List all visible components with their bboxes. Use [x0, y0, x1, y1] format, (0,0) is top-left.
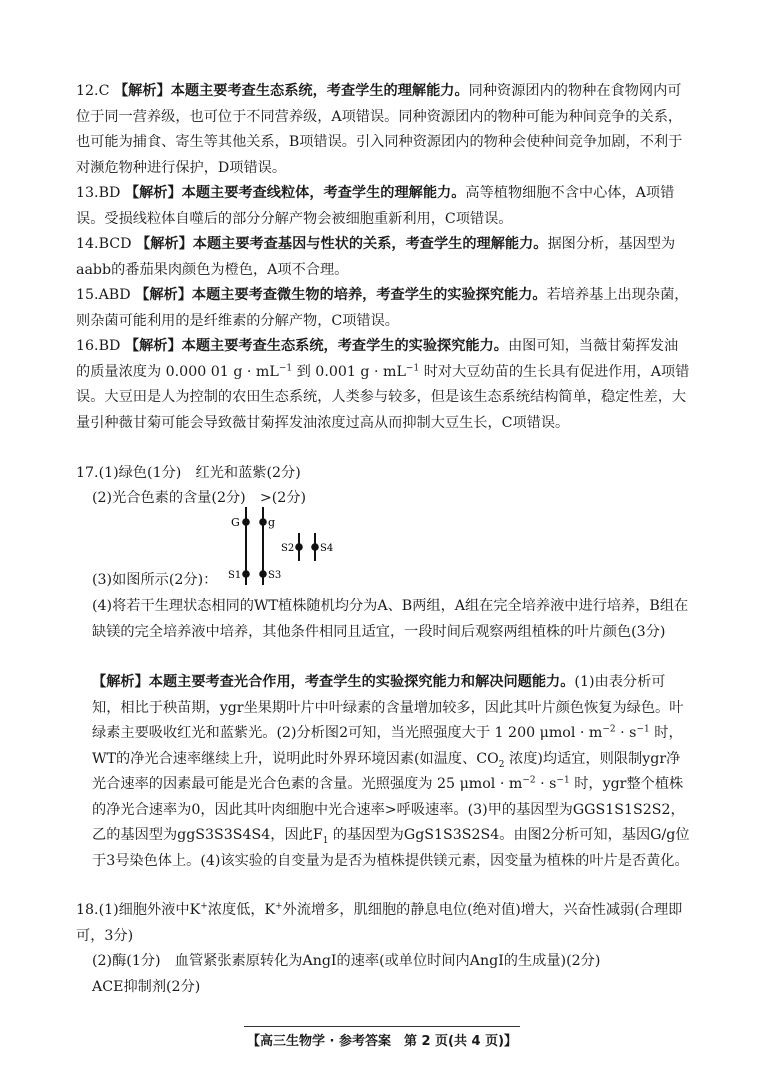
q14-tag: 【解析】 [136, 236, 193, 252]
q17-lead: 本题主要考查光合作用，考查学生的实验探究能力和解决问题能力。 [148, 674, 575, 690]
q12-body: 同种资源团内的物种在食物网内可位于同一营养级，也可位于不同营养级，A项错误。同种资源团内的物种可能为种间竞争的关系，也可能为捕食、寄生等其他关系，B项错误。引入同种资源团内的物种会使种间竞争加剧，不利于对濒危物种进行保护，D项错误。 [76, 83, 683, 176]
q17-part1: (1)绿色(1分) 红光和蓝紫(2分) [98, 465, 301, 481]
q18-line1 [76, 898, 690, 949]
footer-rule [244, 1026, 520, 1027]
page-footer: 【高三生物学 · 参考答案 第 2 页(共 4 页)】 [246, 1034, 518, 1049]
q12-lead: 本题主要考查生态系统，考查学生的理解能力。 [170, 83, 469, 99]
q14-number: 14.BCD [76, 236, 132, 252]
q16-number: 16.BD [76, 338, 121, 354]
label-S3: S3 [268, 570, 282, 581]
q17-number: 17. [76, 465, 99, 481]
q17-exp-d: 浓度)均适宜，则限制ygr净光合速率的因素最可能是光合色素的含量。光照强度为 25 μmol · m [92, 750, 681, 792]
q12-tag: 【解析】 [113, 83, 171, 99]
q17-sub-1: 1 [322, 835, 329, 846]
label-S1: S1 [228, 570, 242, 581]
q17-line4 [92, 594, 690, 645]
q17-sup-m2b: −2 [522, 775, 536, 786]
q18-plus-2: + [275, 901, 283, 912]
q16-body-c: 时对大豆幼苗的生长具有促进作用，A项错误。大豆田是人为控制的农田生态系统，人类参与较多，但是该生态系统结构简单，稳定性差，大量引种薇甘菊可能会导致薇甘菊挥发油浓度过高从而抑制大豆生长，C项错误。 [76, 363, 690, 431]
locus-S4-dot [311, 543, 319, 551]
q15-number: 15.ABD [76, 287, 131, 303]
q18-plus-1: + [200, 901, 208, 912]
q16-exp-2: −1 [405, 362, 420, 373]
q17-sub-2: 2 [498, 759, 505, 770]
q17-line1 [76, 461, 690, 487]
q17-part2: (2)光合色素的含量(2分) >(2分) [92, 490, 307, 506]
q18-line3 [92, 975, 690, 1001]
q17-part3: (3)如图所示(2分)： [92, 572, 218, 588]
q14-body: 据图分析，基因型为aabb的番茄果肉颜色为橙色，A项不合理。 [76, 236, 676, 278]
label-S4: S4 [320, 543, 334, 554]
q14-lead: 本题主要考查基因与性状的关系，考查学生的理解能力。 [192, 236, 548, 252]
q17-exp-a: (1)由表分析可知，相比于秧苗期，ygr坐果期叶片中叶绿素的含量增加较多，因此其叶片颜色恢复为绿色。叶绿素主要吸收红光和蓝紫光。(2)分析图2可知，当光照强度大于 1 200 μmol · m [92, 674, 684, 741]
q15-lead: 本题主要考查微生物的培养，考查学生的实验探究能力。 [191, 287, 547, 303]
q17-sup-s1b: −1 [556, 775, 570, 786]
q18-number: 18. [76, 902, 99, 918]
locus-g-dot [259, 518, 267, 526]
q16-body-b: 到 0.001 g · mL [292, 363, 406, 380]
q18-line2 [92, 949, 690, 975]
locus-S2-dot [295, 543, 303, 551]
q17-exp-f: 时，ygr整个植株的净光合速率为0，因此其叶肉细胞中光合速率>呼吸速率。(3)甲的基因型为GGS1S1S2S2，乙的基因型为ggS3S3S4S4，因此F [92, 776, 685, 843]
q18-part2: (2)酶(1分) 血管紧张素原转化为AngⅠ的速率(或单位时间内AngⅠ的生成量)(2分) [92, 953, 601, 969]
q18-part1b: 浓度低，K [207, 902, 276, 918]
q13-answer [76, 181, 690, 232]
label-g: g [268, 516, 276, 529]
q16-exp-1: −1 [278, 362, 293, 373]
q14-answer [76, 232, 690, 283]
q13-number: 13.BD [76, 185, 121, 201]
q15-body: 若培养基上出现杂菌，则杂菌可能利用的是纤维素的分解产物，C项错误。 [76, 287, 689, 329]
q17-line2 [92, 486, 690, 512]
q16-body-a: 由图可知，当薇甘菊挥发油的质量浓度为 0.000 01 g · mL [76, 338, 679, 380]
q18-part1c: 外流增多，肌细胞的静息电位(绝对值)增大，兴奋性减弱(合理即可，3分) [76, 902, 683, 944]
q17-exp-e: · s [535, 776, 557, 792]
q18-part3: ACE抑制剂(2分) [92, 979, 201, 995]
q13-tag: 【解析】 [124, 185, 182, 201]
q15-tag: 【解析】 [135, 287, 192, 303]
q17-exp-b: · s [615, 725, 637, 741]
q17-part4: (4)将若干生理状态相同的WT植株随机均分为A、B两组，A组在完全培养液中进行培养，B组在缺镁的完全培养液中培养，其他条件相同且适宜，一段时间后观察两组植株的叶片颜色(3分) [92, 598, 689, 640]
q12-number: 12.C [76, 83, 110, 99]
q17-sup-s1a: −1 [636, 724, 650, 735]
q13-lead: 本题主要考查线粒体，考查学生的理解能力。 [181, 185, 466, 201]
q17-sup-m2a: −2 [602, 724, 616, 735]
label-G: G [231, 516, 240, 529]
q16-tag: 【解析】 [124, 338, 182, 354]
q13-body: 高等植物细胞不含中心体，A项错误。受损线粒体自噬后的部分分解产物会被细胞重新利用，C项错误。 [76, 185, 675, 227]
q17-explanation [92, 670, 690, 874]
q18-part1a: (1)细胞外液中K [98, 902, 201, 918]
locus-G-dot [242, 518, 250, 526]
q17-exp-g: 的基因型为GgS1S3S2S4。由图2分析可知，基因G/g位于3号染色体上。(4)该实验的自变量为是否为植株提供镁元素，因变量为植株的叶片是否黄化。 [92, 827, 690, 869]
q17-exp-c: 时，WT的净光合速率继续上升，说明此时外界环境因素(如温度、CO [92, 725, 683, 767]
q17-line3 [92, 568, 292, 594]
q16-lead: 本题主要考查生态系统，考查学生的实验探究能力。 [181, 338, 508, 354]
label-S2: S2 [281, 543, 295, 554]
q15-answer [76, 283, 690, 334]
q17-tag: 【解析】 [92, 674, 149, 690]
q12-answer [76, 79, 690, 181]
q16-answer [76, 334, 690, 436]
